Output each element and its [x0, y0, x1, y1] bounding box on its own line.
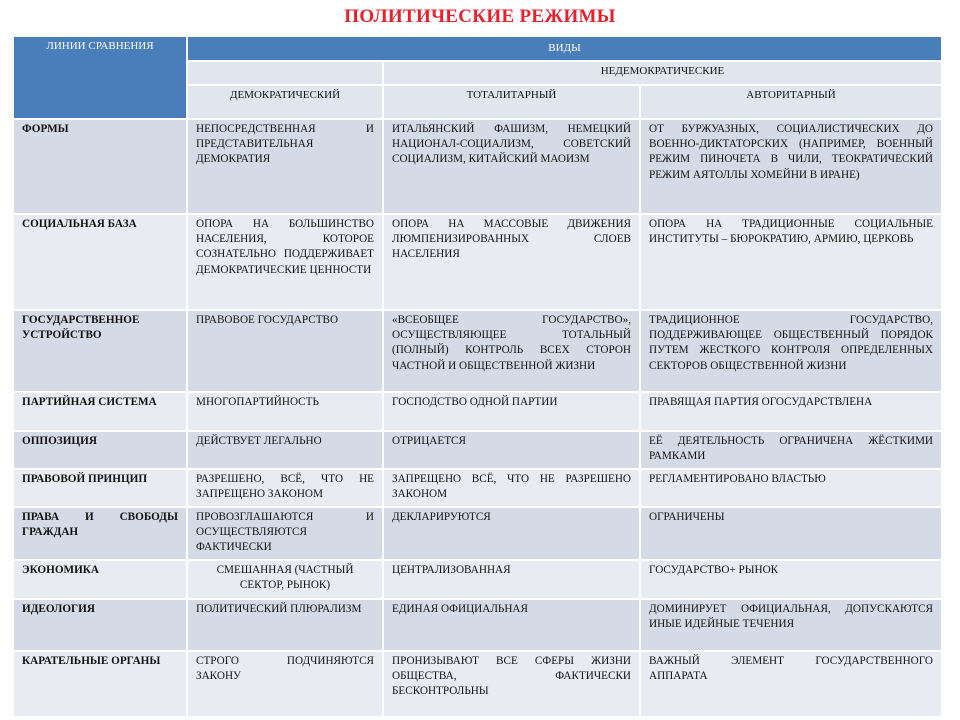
cell-authoritarian: ОГРАНИЧЕНЫ	[640, 507, 942, 560]
row-label: ПРАВОВОЙ ПРИНЦИП	[13, 469, 187, 507]
cell-totalitarian: ГОСПОДСТВО ОДНОЙ ПАРТИИ	[383, 392, 640, 431]
cell-totalitarian: ЦЕНТРАЛИЗОВАННАЯ	[383, 560, 640, 599]
table-row	[13, 214, 942, 310]
row-label: ГОСУДАРСТВЕННОЕ УСТРОЙСТВО	[13, 310, 187, 392]
cell-democratic: ДЕЙСТВУЕТ ЛЕГАЛЬНО	[187, 431, 383, 469]
table-row	[13, 560, 942, 599]
cell-authoritarian: ЕЁ ДЕЯТЕЛЬНОСТЬ ОГРАНИЧЕНА ЖЁСТКИМИ РАМКАМИ	[640, 431, 942, 469]
cell-democratic: ПРОВОЗГЛАШАЮТСЯ И ОСУЩЕСТВЛЯЮТСЯ ФАКТИЧЕСКИ	[187, 507, 383, 560]
row-label: ИДЕОЛОГИЯ	[13, 599, 187, 651]
cell-democratic: СМЕШАННАЯ (ЧАСТНЫЙ СЕКТОР, РЫНОК)	[187, 560, 383, 599]
cell-democratic: РАЗРЕШЕНО, ВСЁ, ЧТО НЕ ЗАПРЕЩЕНО ЗАКОНОМ	[187, 469, 383, 507]
cell-authoritarian: ТРАДИЦИОННОЕ ГОСУДАРСТВО, ПОДДЕРЖИВАЮЩЕЕ ОБЩЕСТВЕННЫЙ ПОРЯДОК ПУТЕМ ЖЕСТКОГО КОНТРОЛЯ ОПРЕДЕЛЕННЫХ СЕКТОРОВ ОБЩЕСТВЕННОЙ ЖИЗНИ	[640, 310, 942, 392]
cell-authoritarian: ГОСУДАРСТВО+ РЫНОК	[640, 560, 942, 599]
cell-democratic: ПРАВОВОЕ ГОСУДАРСТВО	[187, 310, 383, 392]
table-row	[13, 507, 942, 560]
cell-totalitarian: ДЕКЛАРИРУЮТСЯ	[383, 507, 640, 560]
cell-democratic: ПОЛИТИЧЕСКИЙ ПЛЮРАЛИЗМ	[187, 599, 383, 651]
cell-authoritarian: ПРАВЯЩАЯ ПАРТИЯ ОГОСУДАРСТВЛЕНА	[640, 392, 942, 431]
row-label: КАРАТЕЛЬНЫЕ ОРГАНЫ	[13, 651, 187, 717]
cell-authoritarian: ОТ БУРЖУАЗНЫХ, СОЦИАЛИСТИЧЕСКИХ ДО ВОЕННО-ДИКТАТОРСКИХ (НАПРИМЕР, ВОЕННЫЙ РЕЖИМ ПИНОЧЕТА В ЧИЛИ, ТЕОКРАТИЧЕСКИЙ РЕЖИМ АЯТОЛЛЫ ХОМЕЙНИ В ИРАНЕ)	[640, 119, 942, 214]
header-nondemocratic: НЕДЕМОКРАТИЧЕСКИЕ	[383, 61, 942, 85]
row-label: СОЦИАЛЬНАЯ БАЗА	[13, 214, 187, 310]
cell-authoritarian: ДОМИНИРУЕТ ОФИЦИАЛЬНАЯ, ДОПУСКАЮТСЯ ИНЫЕ ИДЕЙНЫЕ ТЕЧЕНИЯ	[640, 599, 942, 651]
cell-authoritarian: ВАЖНЫЙ ЭЛЕМЕНТ ГОСУДАРСТВЕННОГО АППАРАТА	[640, 651, 942, 717]
table-row	[13, 392, 942, 431]
cell-authoritarian: РЕГЛАМЕНТИРОВАНО ВЛАСТЬЮ	[640, 469, 942, 507]
table-row	[13, 431, 942, 469]
table-row	[13, 469, 942, 507]
cell-democratic: ОПОРА НА БОЛЬШИНСТВО НАСЕЛЕНИЯ, КОТОРОЕ СОЗНАТЕЛЬНО ПОДДЕРЖИВАЕТ ДЕМОКРАТИЧЕСКИЕ ЦЕННОСТИ	[187, 214, 383, 310]
row-label: ПРАВА И СВОБОДЫ ГРАЖДАН	[13, 507, 187, 560]
header-authoritarian: АВТОРИТАРНЫЙ	[640, 85, 942, 119]
table-row	[13, 310, 942, 392]
comparison-table	[12, 35, 943, 718]
cell-totalitarian: ЗАПРЕЩЕНО ВСЁ, ЧТО НЕ РАЗРЕШЕНО ЗАКОНОМ	[383, 469, 640, 507]
header-types: ВИДЫ	[187, 36, 942, 61]
cell-authoritarian: ОПОРА НА ТРАДИЦИОННЫЕ СОЦИАЛЬНЫЕ ИНСТИТУТЫ – БЮРОКРАТИЮ, АРМИЮ, ЦЕРКОВЬ	[640, 214, 942, 310]
cell-totalitarian: «ВСЕОБЩЕЕ ГОСУДАРСТВО», ОСУЩЕСТВЛЯЮЩЕЕ ТОТАЛЬНЫЙ (ПОЛНЫЙ) КОНТРОЛЬ ВСЕХ СТОРОН ЧАСТНОЙ И ОБЩЕСТВЕННОЙ ЖИЗНИ	[383, 310, 640, 392]
header-totalitarian: ТОТАЛИТАРНЫЙ	[383, 85, 640, 119]
cell-totalitarian: ОПОРА НА МАССОВЫЕ ДВИЖЕНИЯ ЛЮМПЕНИЗИРОВАННЫХ СЛОЕВ НАСЕЛЕНИЯ	[383, 214, 640, 310]
cell-democratic: МНОГОПАРТИЙНОСТЬ	[187, 392, 383, 431]
table-row	[13, 651, 942, 717]
table-row	[13, 599, 942, 651]
table-row	[13, 119, 942, 214]
header-comparison: ЛИНИИ СРАВНЕНИЯ	[13, 36, 187, 119]
page-title: ПОЛИТИЧЕСКИЕ РЕЖИМЫ	[344, 6, 616, 27]
row-label: ЭКОНОМИКА	[13, 560, 187, 599]
header-democratic: ДЕМОКРАТИЧЕСКИЙ	[187, 85, 383, 119]
header-row-types	[13, 36, 942, 61]
header-empty-cell	[187, 61, 383, 85]
cell-democratic: СТРОГО ПОДЧИНЯЮТСЯ ЗАКОНУ	[187, 651, 383, 717]
cell-democratic: НЕПОСРЕДСТВЕННАЯ И ПРЕДСТАВИТЕЛЬНАЯ ДЕМОКРАТИЯ	[187, 119, 383, 214]
row-label: ПАРТИЙНАЯ СИСТЕМА	[13, 392, 187, 431]
row-label: ФОРМЫ	[13, 119, 187, 214]
row-label: ОППОЗИЦИЯ	[13, 431, 187, 469]
cell-totalitarian: ПРОНИЗЫВАЮТ ВСЕ СФЕРЫ ЖИЗНИ ОБЩЕСТВА, ФАКТИЧЕСКИ БЕСКОНТРОЛЬНЫ	[383, 651, 640, 717]
cell-totalitarian: ОТРИЦАЕТСЯ	[383, 431, 640, 469]
cell-totalitarian: ИТАЛЬЯНСКИЙ ФАШИЗМ, НЕМЕЦКИЙ НАЦИОНАЛ-СОЦИАЛИЗМ, СОВЕТСКИЙ СОЦИАЛИЗМ, КИТАЙСКИЙ МАОИЗМ	[383, 119, 640, 214]
cell-totalitarian: ЕДИНАЯ ОФИЦИАЛЬНАЯ	[383, 599, 640, 651]
